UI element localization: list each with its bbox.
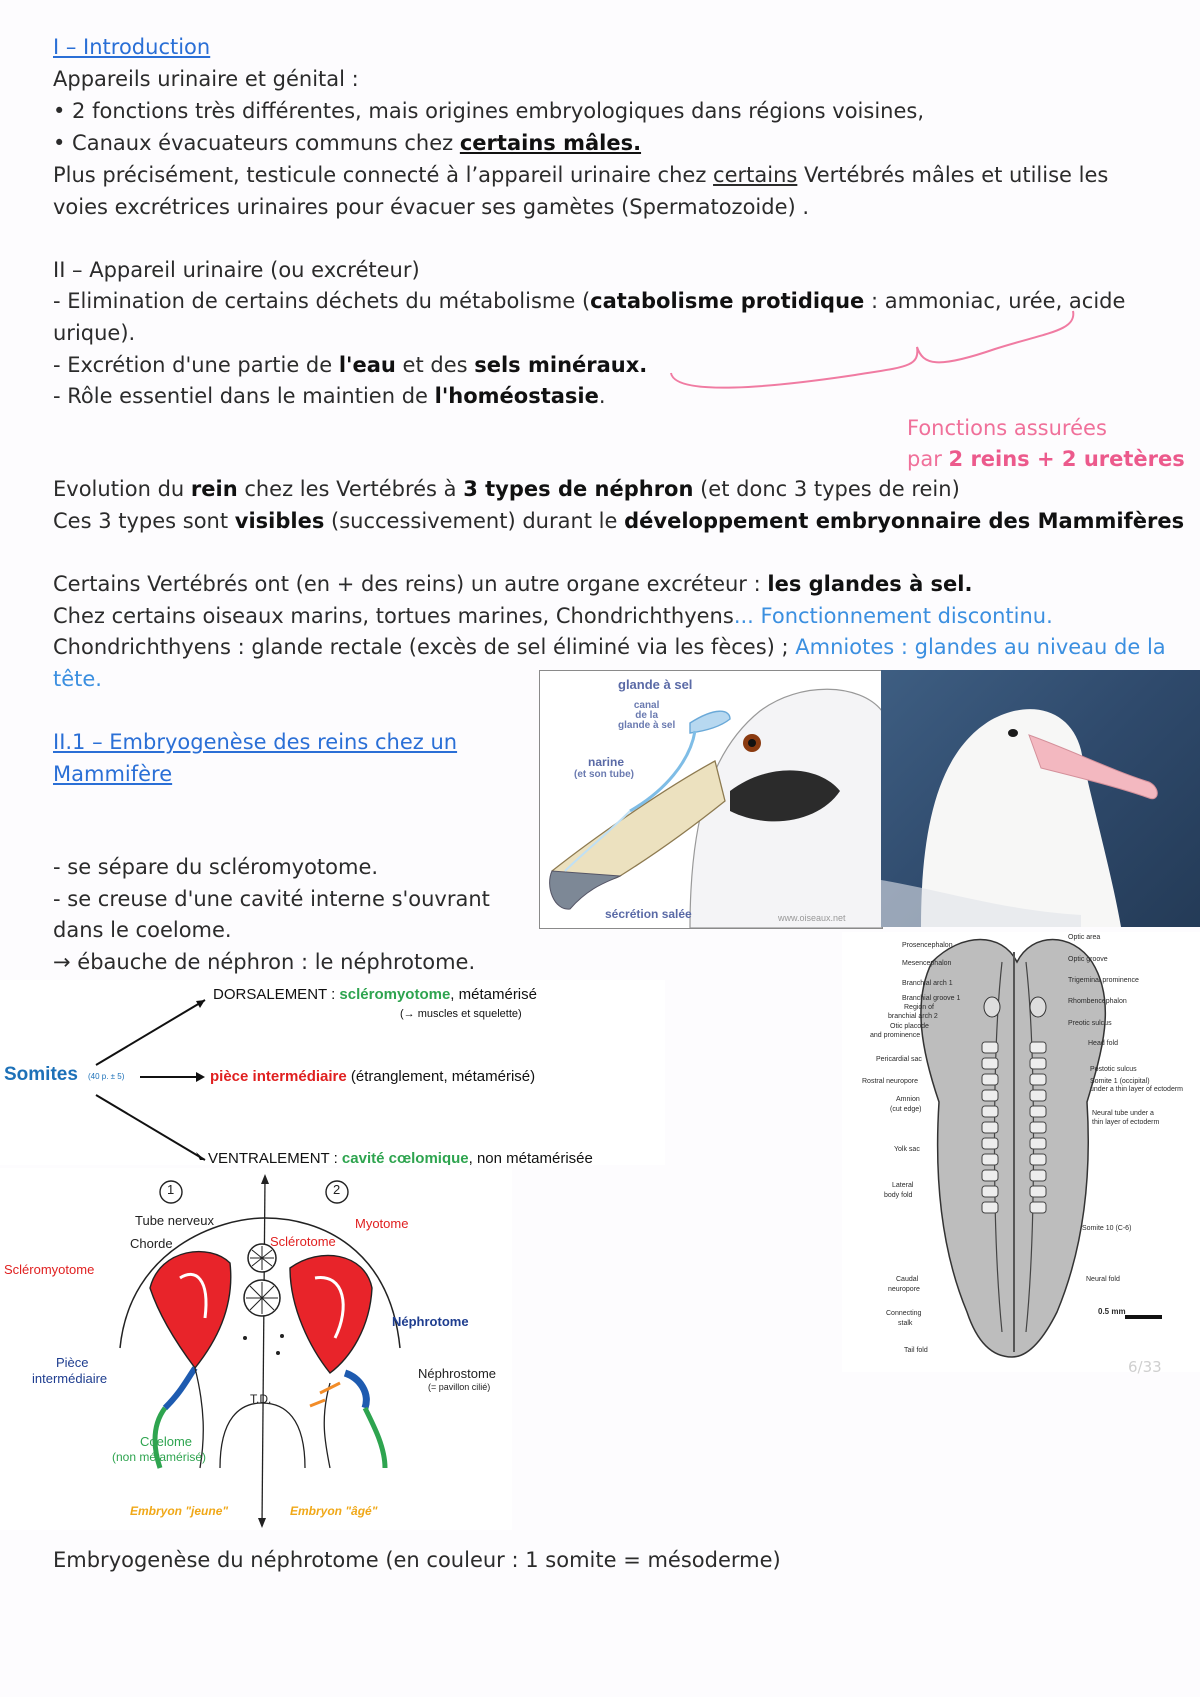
handwritten-brace bbox=[665, 305, 1085, 395]
label-myotome: Myotome bbox=[355, 1216, 409, 1231]
urinary-note-2: par 2 reins + 2 uretères bbox=[907, 447, 1185, 471]
somites-diagram bbox=[0, 980, 665, 1165]
salt-line-3: Chondrichthyens : glande rectale (excès de sel éliminé via les fèces) ; Amniotes : glandes au niveau de la bbox=[53, 635, 1166, 659]
intro-line-4: Plus précisément, testicule connecté à l’appareil urinaire chez certains Vertébrés mâles et utilise les bbox=[53, 163, 1109, 187]
dorsal-fate: DORSALEMENT : scléromyotome, métamérisé bbox=[213, 986, 537, 1003]
label-old-embryo: Embryon "âgé" bbox=[290, 1504, 378, 1518]
label-sclerotome: Sclérotome bbox=[270, 1234, 336, 1249]
intro-line-3: • Canaux évacuateurs communs chez certains mâles. bbox=[53, 131, 642, 155]
label-gland-canal: canal de la glande à sel bbox=[618, 700, 676, 731]
label-notochord: Chorde bbox=[130, 1236, 173, 1251]
label-neural-tube: Tube nerveux bbox=[135, 1213, 215, 1228]
intro-line-1: Appareils urinaire et génital : bbox=[53, 67, 359, 91]
urinary-line-2: urique). bbox=[53, 321, 136, 345]
ventral-fate: VENTRALEMENT : cavité cœlomique, non métamérisée bbox=[208, 1150, 593, 1165]
label-intermediate-piece-1: Pièce bbox=[56, 1355, 89, 1370]
label-salt-secretion: sécrétion salée bbox=[605, 907, 692, 921]
salt-line-4: tête. bbox=[53, 667, 102, 691]
figure-caption: Embryogenèse du néphrotome (en couleur : 1 somite = mésoderme) bbox=[53, 1548, 781, 1572]
section21-heading-2[interactable]: Mammifère bbox=[53, 762, 173, 786]
section21-bullet-2: - se creuse d'une cavité interne s'ouvrant bbox=[53, 887, 490, 911]
label-young-embryo: Embryon "jeune" bbox=[130, 1504, 229, 1518]
section21-bullet-1: - se sépare du scléromyotome. bbox=[53, 855, 379, 879]
label-salt-gland: glande à sel bbox=[618, 677, 693, 692]
label-scleromyotome: Scléromyotome bbox=[4, 1262, 95, 1277]
albatross-drawing bbox=[540, 671, 882, 928]
albatross-photo-drawing bbox=[881, 670, 1200, 927]
section21-bullet-4: → ébauche de néphron : le néphrotome. bbox=[53, 950, 476, 974]
intro-line-2: • 2 fonctions très différentes, mais origines embryologiques dans régions voisines, bbox=[53, 99, 925, 123]
label-nephrostome: Néphrostome bbox=[418, 1366, 497, 1381]
section21-bullet-3: dans le coelome. bbox=[53, 918, 232, 942]
urinary-note-1: Fonctions assurées bbox=[907, 416, 1107, 440]
dorsal-fate-detail: (→ muscles et squelette) bbox=[400, 1008, 522, 1020]
label-nostril-tube: (et son tube) bbox=[574, 769, 634, 780]
albatross-photo bbox=[881, 670, 1200, 927]
urinary-heading: II – Appareil urinaire (ou excréteur) bbox=[53, 258, 420, 282]
stage-1-number: 1 bbox=[167, 1182, 175, 1197]
intro-heading[interactable]: I – Introduction bbox=[53, 35, 211, 59]
evolution-line-1: Evolution du rein chez les Vertébrés à 3 types de néphron (et donc 3 types de rein) bbox=[53, 477, 960, 501]
drawing-credit: www.oiseaux.net bbox=[778, 913, 846, 923]
evolution-line-2: Ces 3 types sont visibles (successivement) durant le développement embryonnaire des Mammifères bbox=[53, 509, 1185, 533]
section21-heading-1[interactable]: II.1 – Embryogenèse des reins chez un bbox=[53, 730, 458, 754]
somites-label: Somites bbox=[4, 1064, 78, 1085]
salt-line-1: Certains Vertébrés ont (en + des reins) un autre organe excréteur : les glandes à sel. bbox=[53, 572, 973, 596]
label-intermediate-piece-2: intermédiaire bbox=[32, 1371, 108, 1386]
label-nephrostome-detail: (= pavillon cilié) bbox=[428, 1382, 491, 1392]
page-number: 6/33 bbox=[1128, 1358, 1162, 1376]
label-nephrotome: Néphrotome bbox=[392, 1314, 469, 1329]
label-coelom: Coelome bbox=[140, 1434, 193, 1449]
somite-cross-section-diagram bbox=[0, 1168, 512, 1530]
urinary-line-3: - Excrétion d'une partie de l'eau et des sels minéraux. bbox=[53, 353, 648, 377]
intermediate-fate: pièce intermédiaire (étranglement, métamérisé) bbox=[210, 1068, 536, 1085]
label-nostril: narine bbox=[588, 755, 625, 769]
albatross-salt-gland-diagram bbox=[539, 670, 883, 929]
urinary-line-1: - Elimination de certains déchets du métabolisme (catabolisme protidique : ammoniac, urée, acide bbox=[53, 289, 1126, 313]
label-digestive-tube: T.D. bbox=[250, 1392, 272, 1406]
embryo-dorsal-view-diagram: Prosencephalon Mesencephalon Branchial arch 1 Branchial groove 1 Region of branchial arch 2 Otic placode and prominence Pericardial sac Rostral neuropore Amnion (cut edge) Yolk sac Lateral body fold Caudal neuropore Connecting stalk Tail fold Optic area Optic groove Trigeminal prominence Rhombencephalon Preotic sulcus Head fold Postotic sulcus Somite 1 (occipital) under a thin layer of ectoderm Neural tube under a thin layer of ectoderm Somite 10 (C-6) Neural fold 0.5 mm bbox=[842, 932, 1200, 1372]
cross-section-drawing bbox=[0, 1168, 512, 1530]
embryo-scale-bar-label: 0.5 mm bbox=[1098, 1307, 1126, 1316]
intro-line-5: voies excrétrices urinaires pour évacuer ses gamètes (Spermatozoide) . bbox=[53, 195, 810, 219]
stage-2-number: 2 bbox=[333, 1182, 341, 1197]
label-coelom-detail: (non métamérisé) bbox=[112, 1450, 207, 1464]
salt-line-2: Chez certains oiseaux marins, tortues marines, Chondrichthyens... Fonctionnement discontinu. bbox=[53, 604, 1053, 628]
somites-count: (40 p. ± 5) bbox=[88, 1072, 125, 1081]
urinary-line-4: - Rôle essentiel dans le maintien de l'homéostasie. bbox=[53, 384, 606, 408]
